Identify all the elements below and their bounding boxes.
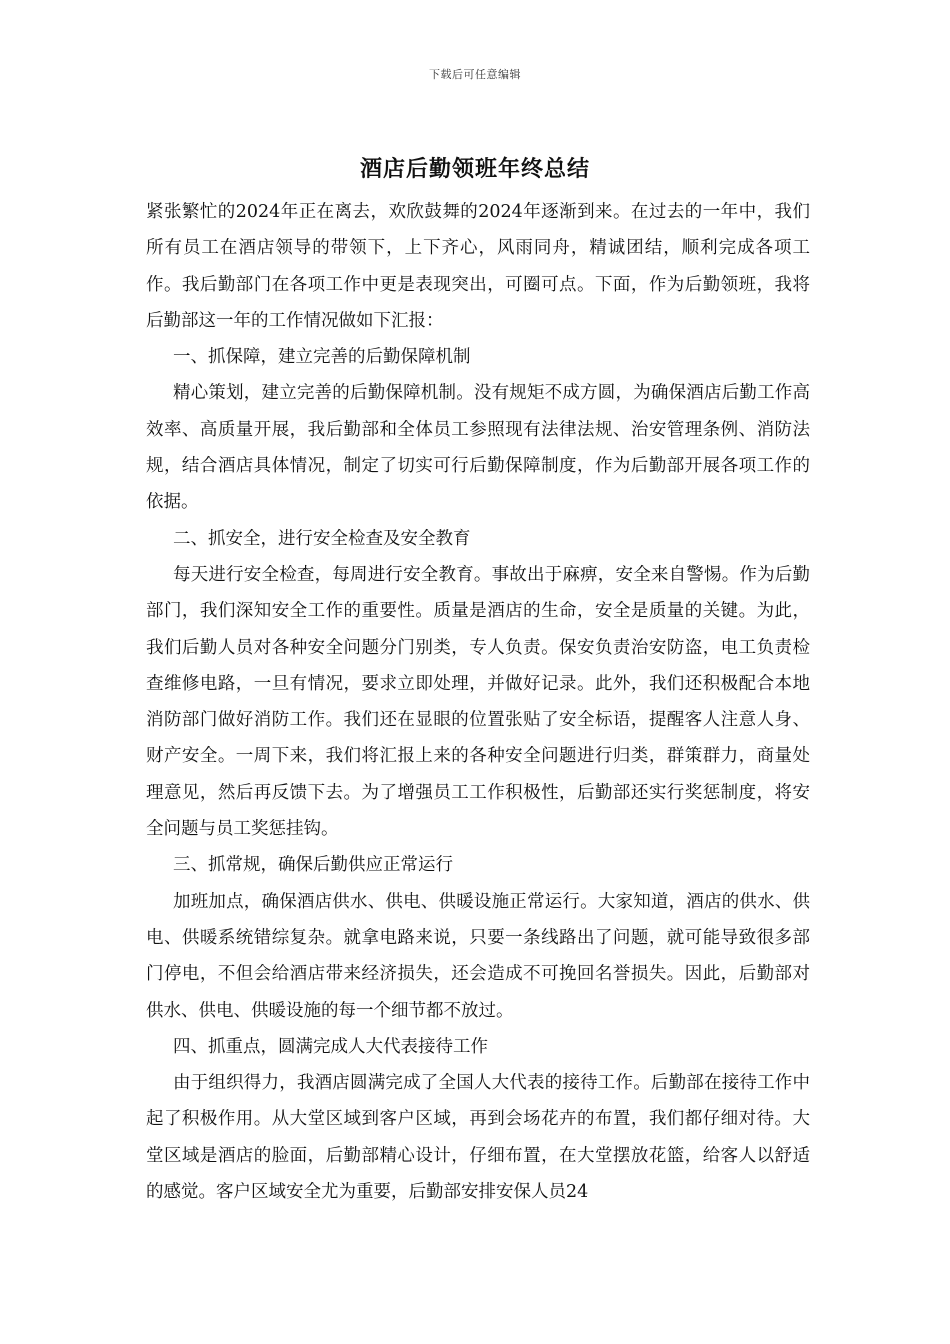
paragraph-section-2: 每天进行安全检查，每周进行安全教育。事故出于麻痹，安全来自警惕。作为后勤部门，我们深知安全工作的重要性。质量是酒店的生命，安全是质量的关键。为此，我们后勤人员对各种安全问题分门别类，专人负责。保安负责治安防盗，电工负责检查维修电路，一旦有情况，要求立即处理，并做好记录。此外，我们还积极配合本地消防部门做好消防工作。我们还在显眼的位置张贴了安全标语，提醒客人注意人身、财产安全。一周下来，我们将汇报上来的各种安全问题进行归类，群策群力，商量处理意见，然后再反馈下去。为了增强员工工作积极性，后勤部还实行奖惩制度，将安全问题与员工奖惩挂钩。	[146, 564, 810, 840]
document-title: 酒店后勤领班年终总结	[359, 156, 590, 182]
section-heading-2: 二、抓安全，进行安全检查及安全教育	[173, 528, 471, 549]
paragraph-section-3: 加班加点，确保酒店供水、供电、供暖设施正常运行。大家知道，酒店的供水、供电、供暖系统错综复杂。就拿电路来说，只要一条线路出了问题，就可能导致很多部门停电，不但会给酒店带来经济损失，还会造成不可挽回名誉损失。因此，后勤部对供水、供电、供暖设施的每一个细节都不放过。	[146, 891, 810, 1021]
section-heading-3: 三、抓常规，确保后勤供应正常运行	[173, 855, 453, 876]
paragraph-section-4: 由于组织得力，我酒店圆满完成了全国人大代表的接待工作。后勤部在接待工作中起了积极作用。从大堂区域到客户区域，再到会场花卉的布置，我们都仔细对待。大堂区域是酒店的脸面，后勤部精心设计，仔细布置，在大堂摆放花篮，给客人以舒适的感觉。客户区域安全尤为重要，后勤部安排安保人员24	[146, 1073, 810, 1203]
section-heading-1: 一、抓保障，建立完善的后勤保障机制	[173, 347, 471, 368]
header-note: 下载后可任意编辑	[429, 68, 521, 81]
document-body	[146, 194, 810, 1210]
paragraph-section-1: 精心策划，建立完善的后勤保障机制。没有规矩不成方圆，为确保酒店后勤工作高效率、高质量开展，我后勤部和全体员工参照现有法律法规、治安管理条例、消防法规，结合酒店具体情况，制定了切实可行后勤保障制度，作为后勤部开展各项工作的依据。	[146, 383, 810, 513]
section-heading-4: 四、抓重点，圆满完成人大代表接待工作	[173, 1036, 488, 1057]
paragraph-intro: 紧张繁忙的2024年正在离去，欢欣鼓舞的2024年逐渐到来。在过去的一年中，我们所有员工在酒店领导的带领下，上下齐心，风雨同舟，精诚团结，顺利完成各项工作。我后勤部门在各项工作中更是表现突出，可圈可点。下面，作为后勤领班，我将后勤部这一年的工作情况做如下汇报：	[146, 202, 810, 331]
